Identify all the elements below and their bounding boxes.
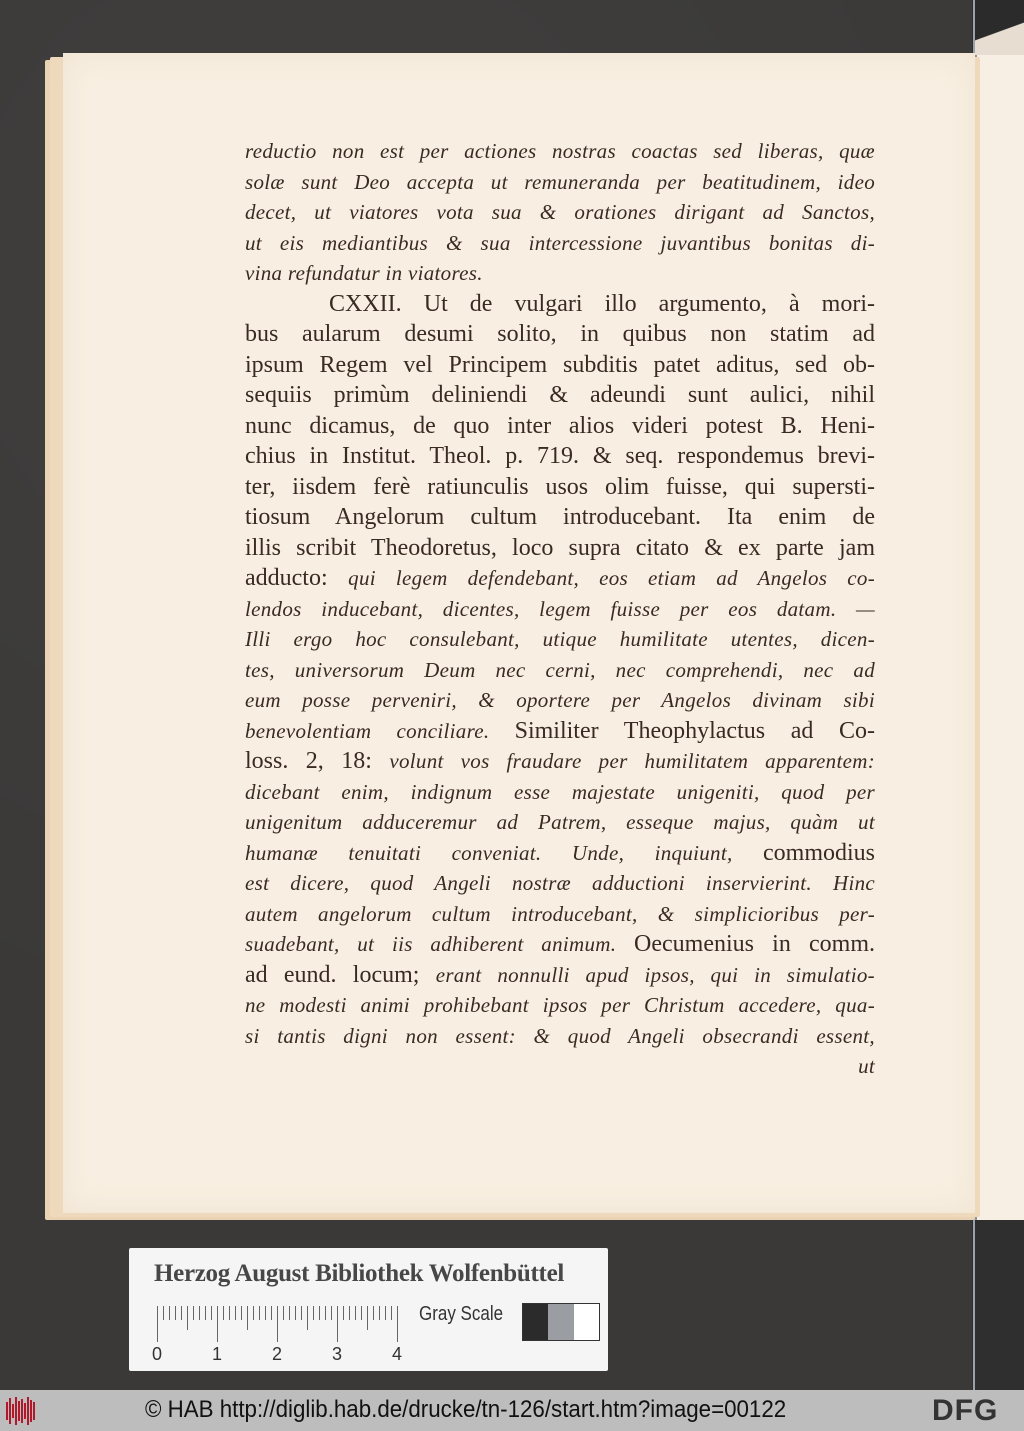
ruler-tick (229, 1306, 230, 1320)
roman-text: adducto: (245, 565, 349, 591)
ruler-tick (223, 1306, 224, 1320)
ruler-tick (385, 1306, 386, 1320)
text-line (245, 1021, 875, 1052)
roman-text: CXXII. Ut de vulgari illo argumento, à mori- (329, 290, 875, 317)
text-line (245, 929, 875, 960)
ruler-tick (157, 1306, 158, 1342)
text-line (245, 960, 875, 991)
text-line (245, 746, 875, 777)
ruler-tick (289, 1306, 290, 1320)
ruler-scale (157, 1306, 407, 1346)
footer-copyright-link[interactable]: © HAB http://diglib.hab.de/drucke/tn-126/start.htm?image=00122 (145, 1396, 787, 1423)
ruler-tick (319, 1306, 320, 1320)
ruler-tick (397, 1306, 398, 1342)
dfg-logo: DFG (932, 1394, 999, 1427)
roman-text: ter, iisdem ferè ratiunculis usos olim fuisse, qui supersti- (245, 473, 875, 500)
italic-text: tes, universorum Deum nec cerni, nec comprehendi, nec ad (245, 657, 875, 682)
roman-text: chius in Institut. Theol. p. 719. & seq. respondemus brevi- (245, 443, 875, 469)
italic-text: dicebant enim, indignum esse majestate unigeniti, quod per (245, 779, 875, 804)
ruler-tick (247, 1306, 248, 1330)
italic-text: vina refundatur in viatores. (245, 261, 483, 285)
gray-scale-label: Gray Scale (419, 1303, 504, 1325)
italic-text: decet, ut viatores vota sua & orationes dirigant ad Sanctos, (245, 200, 875, 224)
gray-swatch (574, 1304, 599, 1340)
text-line (245, 411, 875, 442)
roman-text: nunc dicamus, de quo inter alios videri potest B. Heni- (245, 412, 875, 439)
text-line (245, 258, 875, 289)
text-line (245, 838, 875, 869)
italic-text: reductio non est per actiones nostras coactas sed liberas, quæ (245, 139, 875, 163)
ruler-tick (295, 1306, 296, 1320)
ruler-tick (211, 1306, 212, 1320)
italic-text: Illi ergo hoc consulebant, utique humilitate utentes, dicen- (245, 627, 875, 651)
italic-text: solæ sunt Deo accepta ut remuneranda per beatitudinem, ideo (245, 169, 875, 194)
text-line (245, 655, 875, 686)
gray-swatch (523, 1304, 548, 1340)
ruler-label: 4 (392, 1344, 403, 1364)
ruler-tick (367, 1306, 368, 1330)
hab-logo-icon (6, 1396, 46, 1426)
text-line (245, 319, 875, 350)
text-line (245, 380, 875, 411)
ruler-tick (355, 1306, 356, 1320)
page-text (245, 136, 875, 1082)
ruler-label: 1 (212, 1344, 223, 1364)
ruler-tick (205, 1306, 206, 1320)
italic-text: benevolentiam conciliare. (245, 718, 515, 743)
ruler-tick (283, 1306, 284, 1320)
text-line (245, 472, 875, 503)
ruler-tick (241, 1306, 242, 1320)
ruler-tick (361, 1306, 362, 1320)
ruler-tick (307, 1306, 308, 1330)
italic-text: est dicere, quod Angeli nostræ adductioni inservierint. Hinc (245, 871, 875, 895)
text-line (245, 350, 875, 381)
ruler-label: 3 (332, 1344, 343, 1364)
text-line (245, 777, 875, 808)
ruler-tick (181, 1306, 182, 1320)
ruler-tick (349, 1306, 350, 1320)
text-line (245, 594, 875, 625)
italic-text: ut eis mediantibus & sua intercessione juvantibus bonitas di- (245, 230, 875, 255)
ruler-tick (217, 1306, 218, 1342)
italic-text: eum posse perveniri, & oportere per Angelos divinam sibi (245, 688, 875, 712)
text-line (245, 167, 875, 198)
ruler-tick (337, 1306, 338, 1342)
ruler-tick (271, 1306, 272, 1320)
ruler-tick (169, 1306, 170, 1320)
text-line (245, 716, 875, 747)
ruler-tick (343, 1306, 344, 1320)
ruler-tick (391, 1306, 392, 1320)
ruler-tick (325, 1306, 326, 1320)
ruler-tick (301, 1306, 302, 1320)
ruler-tick (277, 1306, 278, 1342)
roman-text: sequiis primùm deliniendi & adeundi sunt aulici, nihil (245, 382, 875, 408)
italic-text: si tantis digni non essent: & quod Angeli obsecrandi essent, (245, 1023, 875, 1048)
text-line (245, 289, 875, 320)
ruler-label: 2 (272, 1344, 283, 1364)
ruler-tick (259, 1306, 260, 1320)
roman-text: ad eund. locum; (245, 961, 436, 988)
ruler-tick (265, 1306, 266, 1320)
gray-scale-swatches (522, 1303, 600, 1341)
color-reference-card (129, 1248, 608, 1371)
roman-text: illis scribit Theodoretus, loco supra citato & ex parte jam (245, 534, 875, 561)
roman-text: Oecumenius in comm. (634, 931, 875, 957)
text-line (245, 990, 875, 1021)
roman-text: bus aularum desumi solito, in quibus non statim ad (245, 321, 875, 347)
ruler-tick (235, 1306, 236, 1320)
text-line (245, 868, 875, 899)
italic-text: autem angelorum cultum introducebant, & simplicioribus per- (245, 901, 875, 926)
footer-bar (0, 1390, 1024, 1431)
text-line (245, 807, 875, 838)
ruler-tick (199, 1306, 200, 1320)
italic-text: volunt vos fraudare per humilitatem apparentem: (389, 749, 875, 773)
text-line (245, 563, 875, 594)
ruler-tick (193, 1306, 194, 1320)
ruler-label: 0 (152, 1344, 163, 1364)
facing-page-edge (975, 55, 1024, 1220)
ruler-tick (373, 1306, 374, 1320)
italic-text: erant nonnulli apud ipsos, qui in simulatio- (435, 962, 875, 987)
roman-text: ipsum Regem vel Principem subditis patet aditus, sed ob- (245, 351, 875, 378)
ruler-tick (187, 1306, 188, 1330)
text-line (245, 228, 875, 259)
ruler-tick (253, 1306, 254, 1320)
gray-swatch (548, 1304, 573, 1340)
facing-page-corner (975, 0, 1024, 55)
text-line (245, 197, 875, 228)
text-line (245, 136, 875, 167)
catchword: ut (858, 1054, 875, 1078)
italic-text: lendos inducebant, dicentes, legem fuisse per eos datam. — (245, 596, 875, 621)
ruler-tick (331, 1306, 332, 1320)
italic-text: qui legem defendebant, eos etiam ad Angelos co- (348, 566, 876, 590)
roman-text: loss. 2, 18: (245, 748, 390, 774)
text-line (245, 624, 875, 655)
ruler-tick (175, 1306, 176, 1320)
text-line (245, 502, 875, 533)
text-line (245, 533, 875, 564)
roman-text: tiosum Angelorum cultum introducebant. Ita enim de (245, 504, 875, 530)
ruler-tick (163, 1306, 164, 1320)
card-title: Herzog August Bibliothek Wolfenbüttel (154, 1260, 565, 1287)
ruler-tick (313, 1306, 314, 1320)
text-line (245, 899, 875, 930)
roman-text: commodius (763, 839, 875, 866)
italic-text: unigenitum adduceremur ad Patrem, esseque majus, quàm ut (245, 810, 875, 834)
text-line (245, 441, 875, 472)
ruler-tick (379, 1306, 380, 1320)
italic-text: ne modesti animi prohibebant ipsos per Christum accedere, qua- (245, 993, 875, 1017)
text-line (245, 685, 875, 716)
roman-text: Similiter Theophylactus ad Co- (514, 717, 875, 744)
italic-text: humanæ tenuitati conveniat. Unde, inquiunt, (245, 840, 763, 865)
italic-text: suadebant, ut iis adhiberent animum. (245, 932, 635, 956)
